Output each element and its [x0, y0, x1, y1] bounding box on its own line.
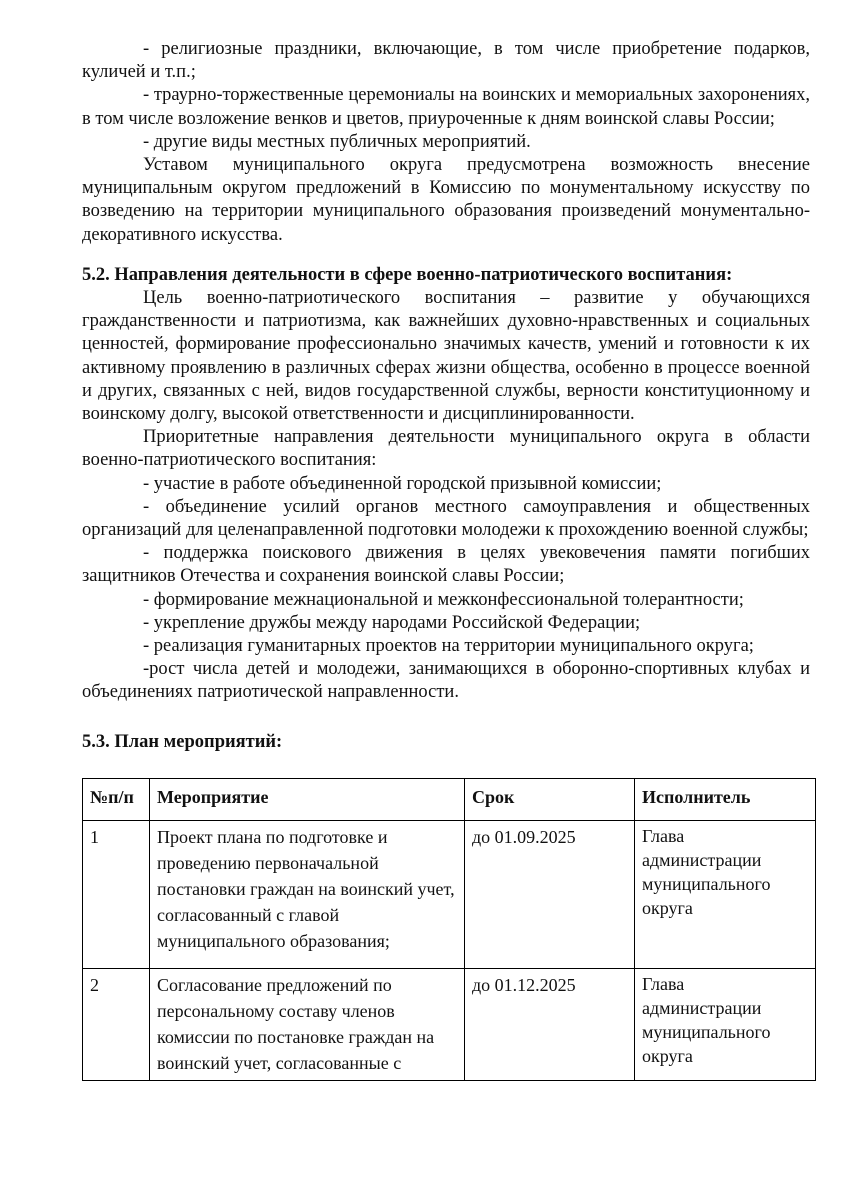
list-item: - укрепление дружбы между народами Российской Федерации; — [143, 612, 641, 633]
paragraph: Приоритетные направления деятельности муниципального округа в области военно-патриотического воспитания: — [82, 427, 810, 471]
paragraph: Уставом муниципального округа предусмотрена возможность внесение муниципальным округом предложений в Комиссию по монументальному искусству по возведению на территории муниципального образования произведений монументально-декоративного искусства. — [82, 155, 810, 245]
section-heading-5-2: 5.2. Направления деятельности в сфере военно-патриотического воспитания: — [82, 264, 733, 285]
cell-deadline: до 01.12.2025 — [465, 968, 635, 1080]
column-header-executor: Исполнитель — [635, 778, 816, 820]
list-item: -рост числа детей и молодежи, занимающихся в оборонно-спортивных клубах и объединениях патриотической направленности. — [82, 659, 810, 703]
table-header-row — [83, 778, 816, 820]
cell-event: Проект плана по подготовке и проведению первоначальной постановки граждан на воинский учет, согласованный с главой муниципального образования; — [150, 820, 465, 968]
paragraph: - траурно-торжественные церемониалы на воинских и мемориальных захоронениях, в том числе возложение венков и цветов, приуроченные к дням воинской славы России; — [82, 85, 810, 129]
column-header-event: Мероприятие — [150, 778, 465, 820]
paragraph: - другие виды местных публичных мероприятий. — [143, 131, 531, 152]
list-item: - поддержка поискового движения в целях увековечения памяти погибших защитников Отечества и сохранения воинской славы России; — [82, 543, 810, 587]
paragraph: - религиозные праздники, включающие, в том числе приобретение подарков, куличей и т.п.; — [82, 39, 810, 83]
cell-executor: Глава администрации муниципального округа — [635, 820, 816, 968]
cell-executor: Глава администрации муниципального округа — [635, 968, 816, 1080]
cell-event: Согласование предложений по персональному составу членов комиссии по постановке граждан на воинский учет, согласованные с — [150, 968, 465, 1080]
list-item: - участие в работе объединенной городской призывной комиссии; — [143, 473, 662, 494]
table-row — [83, 968, 816, 1080]
cell-deadline: до 01.09.2025 — [465, 820, 635, 968]
list-item: - формирование межнациональной и межконфессиональной толерантности; — [143, 589, 744, 610]
cell-number: 2 — [83, 968, 150, 1080]
list-item: - объединение усилий органов местного самоуправления и общественных организаций для целенаправленной подготовки молодежи к прохождению военной службы; — [82, 496, 810, 541]
section-heading-5-3: 5.3. План мероприятий: — [82, 731, 283, 752]
column-header-number: №п/п — [83, 778, 150, 820]
plan-table — [82, 778, 816, 1081]
list-item: - реализация гуманитарных проектов на территории муниципального округа; — [143, 636, 754, 657]
paragraph: Цель военно-патриотического воспитания – развитие у обучающихся гражданственности и патриотизма, как важнейших духовно-нравственных и социальных ценностей, формирование профессионально значимых качеств, умений и готовности к их активному проявлению в различных сферах жизни общества, особенно в процессе военной и других, связанных с ней, видов государственной службы, верности конституционному и воинскому долгу, высокой ответственности и дисциплинированности. — [82, 288, 810, 425]
document-page — [82, 38, 810, 1081]
cell-number: 1 — [83, 820, 150, 968]
column-header-deadline: Срок — [465, 778, 635, 820]
table-row — [83, 820, 816, 968]
